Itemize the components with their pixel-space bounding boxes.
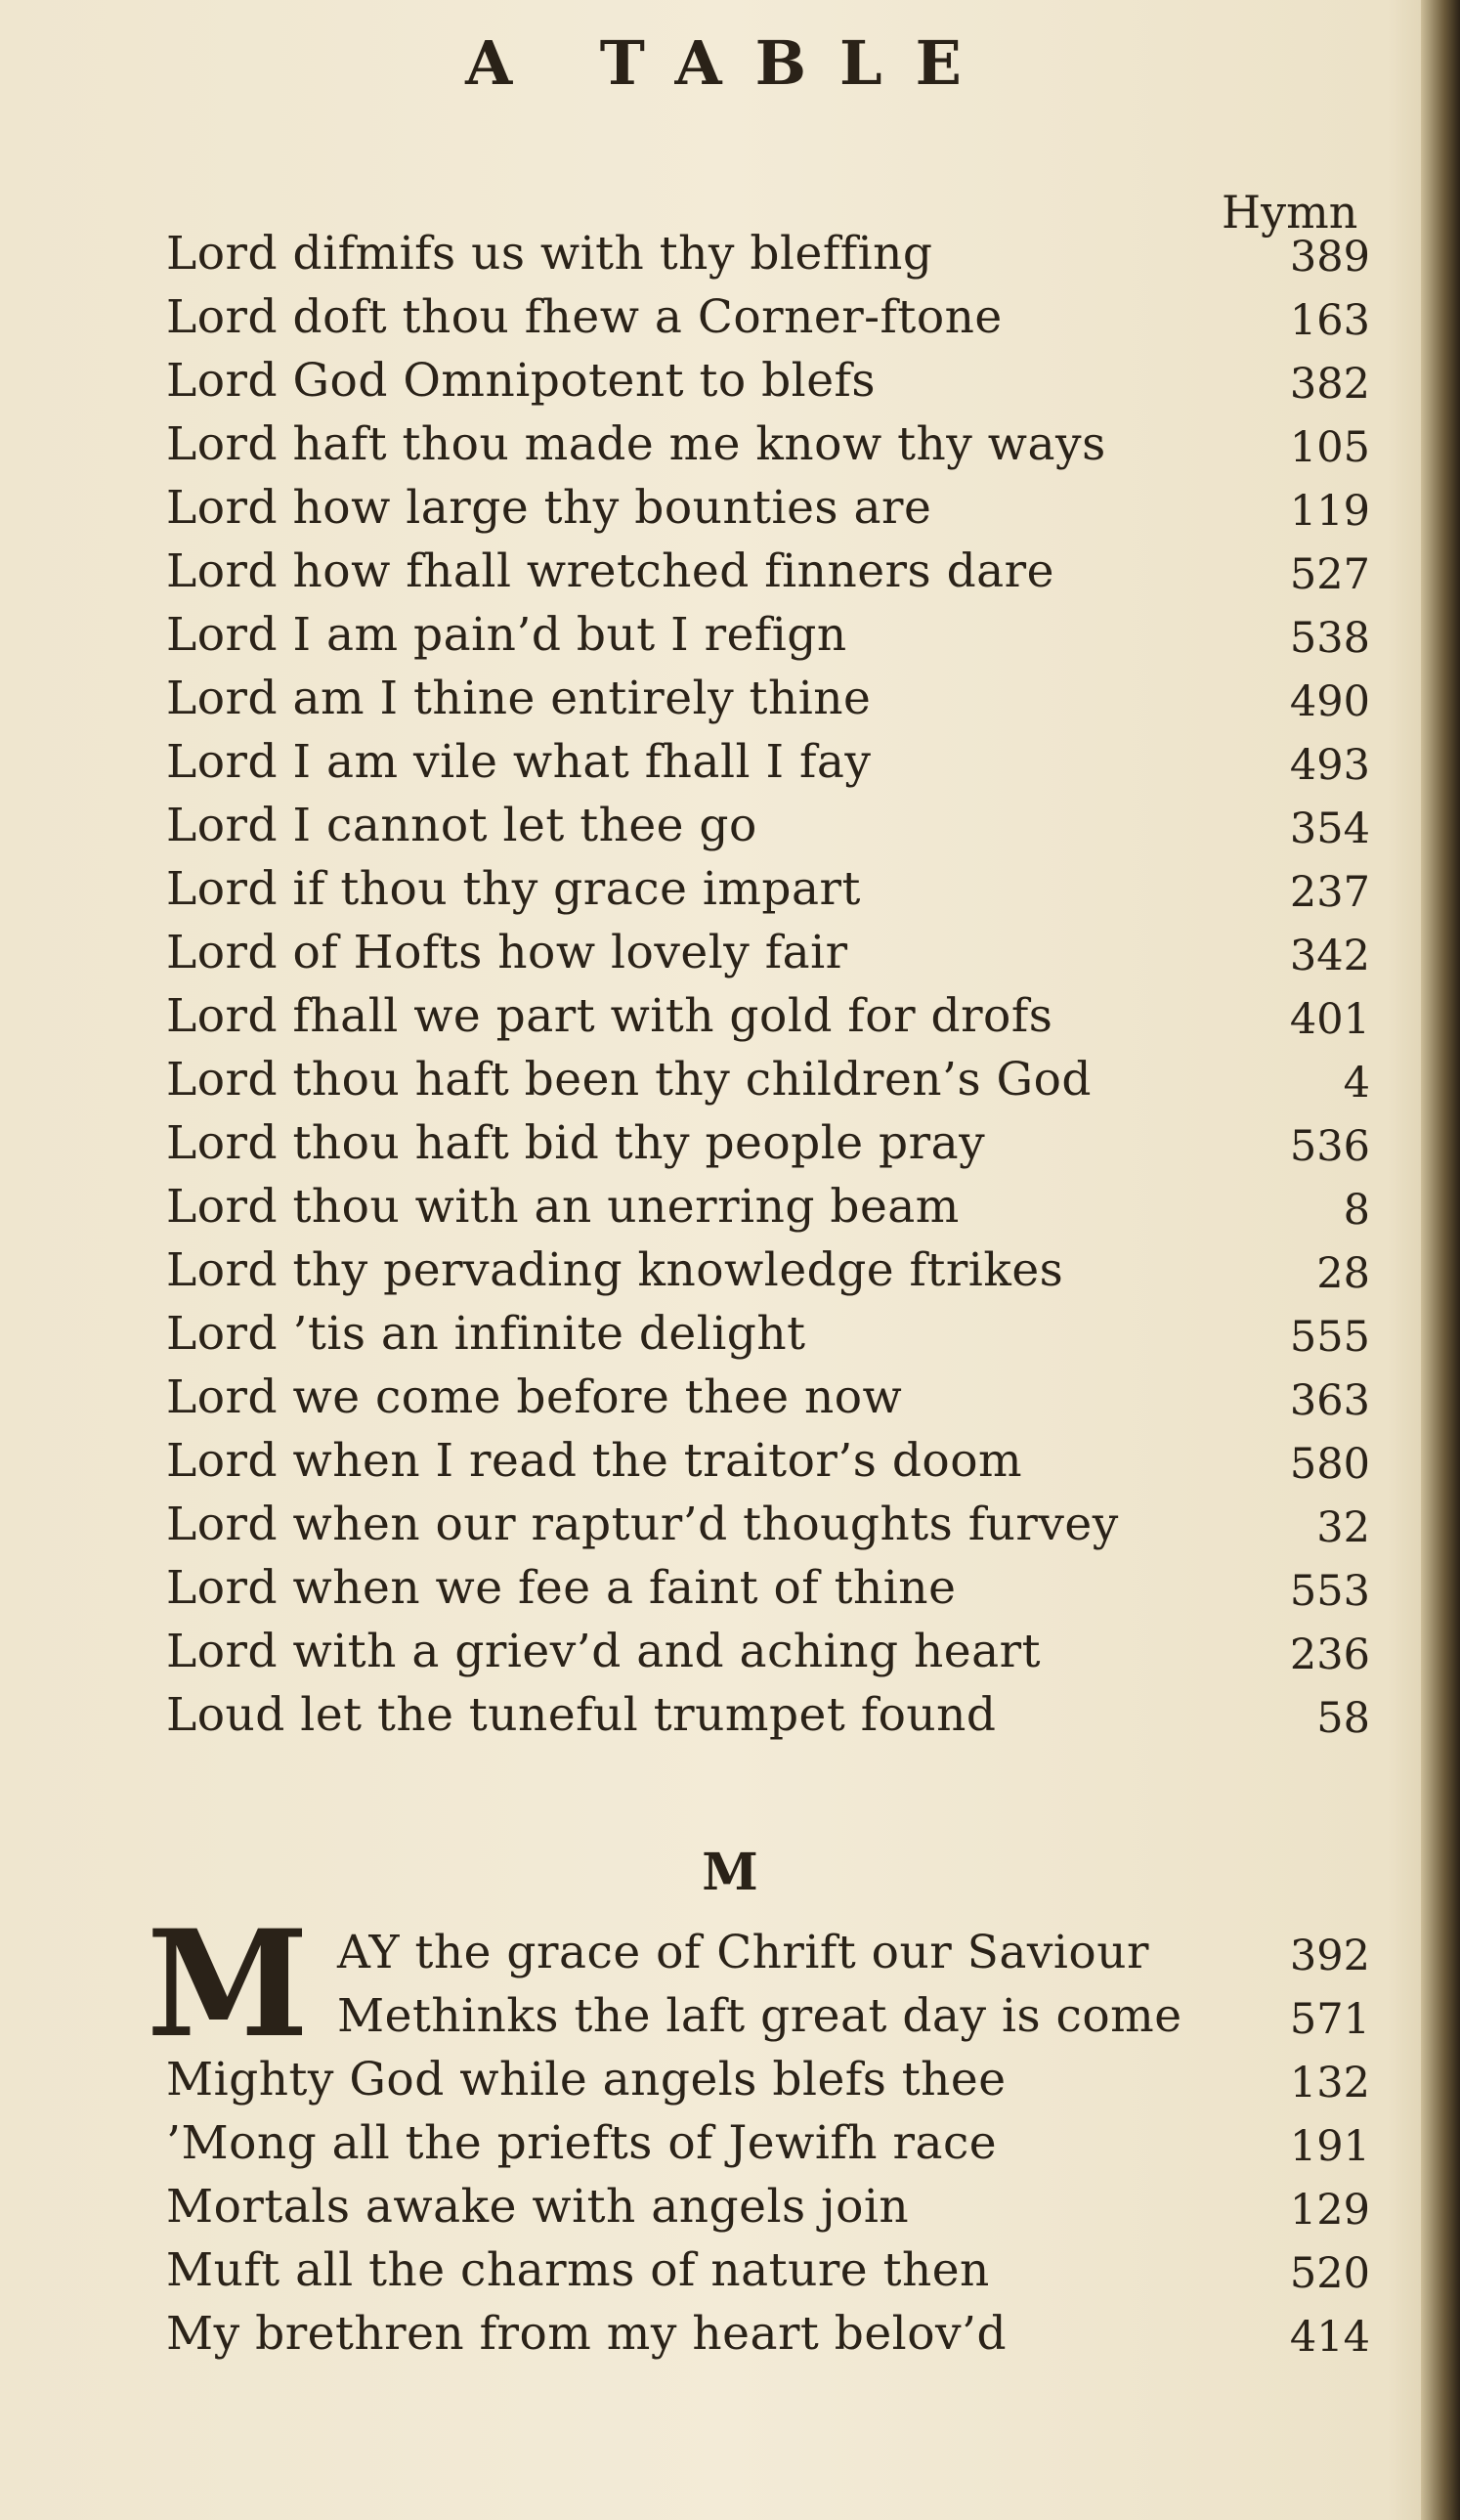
- first-line: Lord thou haft been thy children’s God: [166, 1053, 1092, 1107]
- hymn-number: 32: [1316, 1503, 1370, 1552]
- index-entry: [0, 1989, 1460, 2052]
- first-line: Lord I cannot let thee go: [166, 799, 757, 852]
- index-entry: [0, 1053, 1460, 1115]
- hymn-number: 342: [1289, 932, 1370, 980]
- hymn-number: 392: [1289, 1932, 1370, 1980]
- first-line: Lord haft thou made me know thy ways: [166, 417, 1106, 471]
- index-entry: [0, 1688, 1460, 1751]
- index-entry: [0, 1434, 1460, 1497]
- index-entry: [0, 2243, 1460, 2306]
- hymn-number: 382: [1289, 360, 1370, 409]
- index-entry: [0, 1180, 1460, 1242]
- first-line: Mortals awake with angels join: [166, 2180, 910, 2234]
- first-line: Mighty God while angels blefs thee: [166, 2053, 1007, 2107]
- hymn-number: 401: [1289, 995, 1370, 1044]
- first-line: Lord with a griev’d and aching heart: [166, 1625, 1041, 1678]
- index-entry: [0, 1243, 1460, 1306]
- hymn-number: 28: [1316, 1249, 1370, 1298]
- hymn-number: 363: [1289, 1376, 1370, 1425]
- index-entry: [0, 1370, 1460, 1433]
- hymn-number: 191: [1289, 2122, 1370, 2171]
- hymn-number: 58: [1316, 1694, 1370, 1743]
- hymn-number: 129: [1289, 2186, 1370, 2235]
- first-line: Lord when we fee a faint of thine: [166, 1561, 957, 1615]
- first-line: Lord God Omnipotent to blefs: [166, 354, 877, 408]
- first-line: Muft all the charms of nature then: [166, 2243, 990, 2297]
- index-entry: [0, 544, 1460, 607]
- hymn-number: 527: [1289, 550, 1370, 599]
- first-line: Lord how large thy bounties are: [166, 481, 932, 535]
- index-entry: [0, 1307, 1460, 1369]
- index-entry: [0, 735, 1460, 798]
- index-entry: [0, 354, 1460, 416]
- drop-cap: M: [147, 1898, 310, 2070]
- hymn-number: 555: [1289, 1313, 1370, 1362]
- hymn-number: 414: [1289, 2313, 1370, 2362]
- index-entry: [0, 989, 1460, 1052]
- hymn-number: 571: [1289, 1995, 1370, 2044]
- first-line: Lord difmifs us with thy bleffing: [166, 227, 933, 281]
- first-line: Lord when our raptur’d thoughts furvey: [166, 1498, 1119, 1551]
- hymn-number: 520: [1289, 2249, 1370, 2298]
- hymn-number: 8: [1343, 1186, 1370, 1235]
- first-line: ’Mong all the priefts of Jewifh race: [166, 2116, 998, 2170]
- hymn-number: 237: [1289, 868, 1370, 917]
- index-entry: [0, 290, 1460, 353]
- first-line: Lord thou with an unerring beam: [166, 1180, 960, 1234]
- section-letter: M: [702, 1843, 758, 1902]
- index-entry: [0, 1926, 1460, 1988]
- index-entry: [0, 926, 1460, 988]
- hymn-number: 580: [1289, 1440, 1370, 1489]
- hymn-column-heading: Hymn: [1222, 186, 1358, 239]
- first-line: Lord doft thou fhew a Corner-ftone: [166, 290, 1003, 344]
- index-entry: [0, 1561, 1460, 1624]
- hymn-number: 163: [1289, 296, 1370, 345]
- index-entry: [0, 481, 1460, 543]
- first-line: Lord when I read the traitor’s doom: [166, 1434, 1023, 1488]
- index-entry: [0, 1498, 1460, 1560]
- first-line: Lord fhall we part with gold for drofs: [166, 989, 1053, 1043]
- first-line: Lord I am vile what fhall I fay: [166, 735, 872, 789]
- hymn-number: 354: [1289, 804, 1370, 853]
- hymn-number: 493: [1289, 741, 1370, 790]
- first-line: Loud let the tuneful trumpet found: [166, 1688, 997, 1742]
- index-entry: [0, 2180, 1460, 2242]
- hymn-number: 236: [1289, 1630, 1370, 1679]
- first-line: Lord thy pervading knowledge ftrikes: [166, 1243, 1064, 1297]
- index-entry: [0, 227, 1460, 289]
- index-entry: [0, 2116, 1460, 2179]
- first-line: Lord of Hofts how lovely fair: [166, 926, 848, 979]
- first-line: Lord am I thine entirely thine: [166, 672, 872, 725]
- index-entry: [0, 1116, 1460, 1179]
- hymn-number: 132: [1289, 2059, 1370, 2107]
- hymn-number: 553: [1289, 1567, 1370, 1616]
- first-line: AY the grace of Chrift our Saviour: [337, 1926, 1149, 1979]
- first-line: Lord how fhall wretched finners dare: [166, 544, 1054, 598]
- hymn-number: 119: [1289, 487, 1370, 536]
- first-line: Methinks the laft great day is come: [337, 1989, 1182, 2043]
- first-line: Lord thou haft bid thy people pray: [166, 1116, 986, 1170]
- first-line: Lord I am pain’d but I refign: [166, 608, 847, 662]
- index-entry: [0, 608, 1460, 671]
- index-entry: [0, 2053, 1460, 2115]
- hymn-number: 536: [1289, 1122, 1370, 1171]
- index-entry: [0, 2307, 1460, 2369]
- index-entry: [0, 417, 1460, 480]
- index-entry: [0, 862, 1460, 925]
- hymn-number: 490: [1289, 677, 1370, 726]
- hymn-number: 389: [1289, 233, 1370, 282]
- first-line: Lord ’tis an infinite delight: [166, 1307, 806, 1361]
- index-entry: [0, 799, 1460, 861]
- first-line: Lord we come before thee now: [166, 1370, 903, 1424]
- hymn-number: 4: [1343, 1059, 1370, 1108]
- first-line: Lord if thou thy grace impart: [166, 862, 861, 916]
- hymn-number: 538: [1289, 614, 1370, 663]
- index-entry: [0, 1625, 1460, 1687]
- index-entry: [0, 672, 1460, 734]
- hymn-number: 105: [1289, 423, 1370, 472]
- page-title: A TABLE: [465, 27, 995, 99]
- first-line: My brethren from my heart belov’d: [166, 2307, 1008, 2361]
